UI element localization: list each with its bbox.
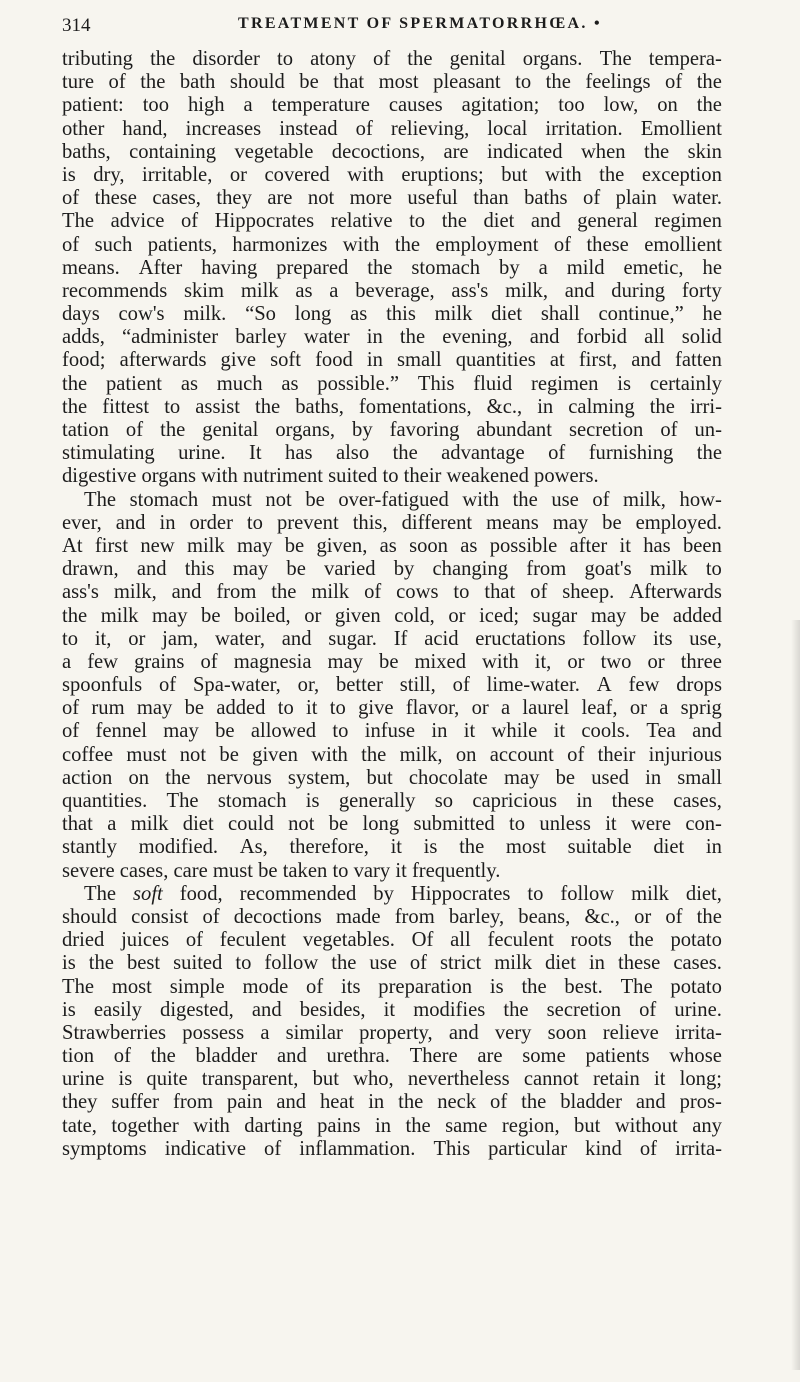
body-text xyxy=(62,48,722,1161)
text-line: coffee must not be given with the milk, on account of their injurious xyxy=(62,743,722,766)
text-line: tate, together with darting pains in the same region, but without any xyxy=(62,1114,722,1137)
text-line: a few grains of magnesia may be mixed with it, or two or three xyxy=(62,650,722,673)
text-line: is dry, irritable, or covered with eruptions; but with the exception xyxy=(62,163,722,186)
text-line: The stomach must not be over-fatigued with the use of milk, how- xyxy=(84,488,722,511)
text-line: ever, and in order to prevent this, different means may be employed. xyxy=(62,511,722,534)
text-line: ass's milk, and from the milk of cows to that of sheep. Afterwards xyxy=(62,581,722,604)
text-line: Strawberries possess a similar property, and very soon relieve irrita- xyxy=(62,1021,722,1044)
header-mark: • xyxy=(594,15,602,32)
text-line: action on the nervous system, but chocolate may be used in small xyxy=(62,766,722,789)
text-line: ture of the bath should be that most pleasant to the feelings of the xyxy=(62,71,722,94)
text-line: tion of the bladder and urethra. There are some patients whose xyxy=(62,1045,722,1068)
text-line: tation of the genital organs, by favoring abundant secretion of un- xyxy=(62,419,722,441)
text-line: is the best suited to follow the use of strict milk diet in these cases. xyxy=(62,952,722,975)
text-line: should consist of decoctions made from barley, beans, &c., or of the xyxy=(62,905,722,928)
text-line: to it, or jam, water, and sugar. If acid eructations follow its use, xyxy=(62,627,722,650)
text-line: they suffer from pain and heat in the neck of the bladder and pros- xyxy=(62,1091,722,1114)
text-line: stantly modified. As, therefore, it is the most suitable diet in xyxy=(62,836,722,859)
text-line: The soft food, recommended by Hippocrates to follow milk diet, xyxy=(84,882,722,905)
text-line: At first new milk may be given, as soon as possible after it has been xyxy=(62,534,722,557)
text-line: The most simple mode of its preparation is the best. The potato xyxy=(62,975,722,998)
text-line: the milk may be boiled, or given cold, or iced; sugar may be added xyxy=(62,604,722,627)
text-line: days cow's milk. “So long as this milk diet shall continue,” he xyxy=(62,303,722,326)
text-line: spoonfuls of Spa-water, or, better still, of lime-water. A few drops xyxy=(62,674,722,697)
text-line: that a milk diet could not be long submitted to unless it were con- xyxy=(62,813,722,836)
text-line: patient: too high a temperature causes agitation; too low, on the xyxy=(62,94,722,117)
text-line: is easily digested, and besides, it modifies the secretion of urine. xyxy=(62,998,722,1021)
text-line: dried juices of feculent vegetables. Of all feculent roots the potato xyxy=(62,929,722,952)
text-line: the patient as much as possible.” This fluid regimen is certainly xyxy=(62,372,722,395)
text-line: symptoms indicative of inflammation. This particular kind of irrita- xyxy=(62,1137,722,1160)
text-line: The advice of Hippocrates relative to the diet and general regimen xyxy=(62,210,722,233)
text-line: recommends skim milk as a beverage, ass's milk, and during forty xyxy=(62,279,722,302)
text-line: of these cases, they are not more useful than baths of plain water. xyxy=(62,187,722,210)
text-line: tributing the disorder to atony of the genital organs. The tempera- xyxy=(62,48,722,70)
text-line: of fennel may be allowed to infuse in it while it cools. Tea and xyxy=(62,720,722,743)
text-line: severe cases, care must be taken to vary it frequently. xyxy=(62,859,501,882)
text-line: other hand, increases instead of relieving, local irritation. Emollient xyxy=(62,117,722,140)
text-line: drawn, and this may be varied by changing from goat's milk to xyxy=(62,558,722,581)
text-line: quantities. The stomach is generally so capricious in these cases, xyxy=(62,790,722,812)
text-line: means. After having prepared the stomach by a mild emetic, he xyxy=(62,256,722,279)
text-line: food; afterwards give soft food in small quantities at first, and fatten xyxy=(62,349,722,372)
running-title xyxy=(238,15,602,33)
text-line: digestive organs with nutriment suited to their weakened powers. xyxy=(62,465,599,488)
running-title-text: TREATMENT OF SPERMATORRHŒA. xyxy=(238,15,588,32)
text-line: urine is quite transparent, but who, nevertheless cannot retain it long; xyxy=(62,1068,722,1091)
text-line: adds, “administer barley water in the evening, and forbid all solid xyxy=(62,326,722,349)
page-header xyxy=(62,15,722,39)
text-line: of rum may be added to it to give flavor, or a laurel leaf, or a sprig xyxy=(62,697,722,720)
text-line: the fittest to assist the baths, fomentations, &c., in calming the irri- xyxy=(62,395,722,418)
page-edge-shadow xyxy=(791,620,800,1370)
text-line: baths, containing vegetable decoctions, are indicated when the skin xyxy=(62,140,722,163)
text-line: stimulating urine. It has also the advantage of furnishing the xyxy=(62,442,722,465)
text-line: of such patients, harmonizes with the employment of these emollient xyxy=(62,233,722,256)
page-number: 314 xyxy=(62,15,91,36)
